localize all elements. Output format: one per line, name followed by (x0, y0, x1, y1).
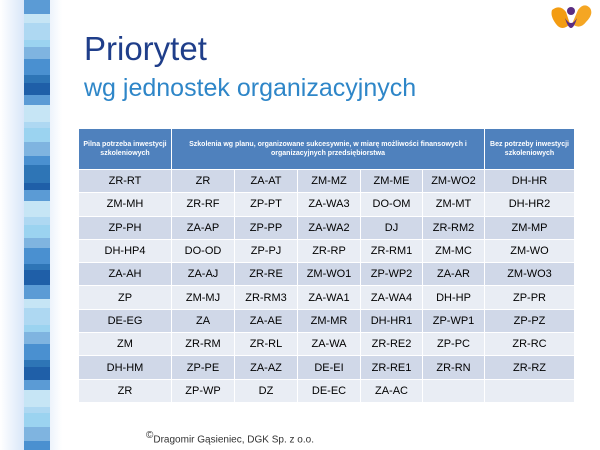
table-cell (485, 379, 575, 402)
slide-subtitle: wg jednostek organizacyjnych (84, 74, 417, 102)
table-cell: ZR-RM (172, 333, 235, 356)
table-cell: ZA-WA3 (298, 193, 361, 216)
table-cell: ZR-RC (485, 333, 575, 356)
ribbon-stripe (24, 23, 50, 41)
ribbon-stripe (24, 238, 50, 248)
table-cell: ZP-PR (485, 286, 575, 309)
table-row (79, 216, 575, 239)
table-cell: ZP-PP (235, 216, 298, 239)
table-cell: ZA-AR (423, 263, 485, 286)
ribbon-stripe (24, 308, 50, 326)
ribbon-stripe (24, 367, 50, 380)
table-cell: ZR-RL (235, 333, 298, 356)
table-cell: ZA-WA (298, 333, 361, 356)
table-cell: DH-HR1 (361, 309, 423, 332)
table-cell: DH-HR (485, 170, 575, 193)
ribbon-stripe (24, 285, 50, 299)
table-cell: ZR-RE2 (361, 333, 423, 356)
table-cell: ZR-RM1 (361, 239, 423, 262)
ribbon-stripe (24, 360, 50, 368)
header-urgent: Pilna potrzeba inwestycji szkoleniowych (79, 129, 172, 170)
table-cell: DH-HM (79, 356, 172, 379)
table-cell: ZM-WO1 (298, 263, 361, 286)
table-cell: DJ (361, 216, 423, 239)
table-row (79, 356, 575, 379)
table-cell: ZM-WO3 (485, 263, 575, 286)
ribbon-stripe (24, 201, 50, 217)
ribbon-stripe (24, 441, 50, 450)
table-cell: DE-EI (298, 356, 361, 379)
ribbon-stripe (24, 142, 50, 156)
table-cell: ZR-RN (423, 356, 485, 379)
table-cell: ZM-MR (298, 309, 361, 332)
table-cell: ZA-AP (172, 216, 235, 239)
table-cell: ZP-WP2 (361, 263, 423, 286)
table-cell: ZR-RT (79, 170, 172, 193)
footer (146, 430, 314, 445)
ribbon-stripe (24, 427, 50, 441)
table-cell: ZA-AZ (235, 356, 298, 379)
table-cell: ZR (172, 170, 235, 193)
ribbon-stripe (24, 344, 50, 360)
table-row (79, 333, 575, 356)
ribbon-stripe (24, 248, 50, 265)
table-cell: ZA-AE (235, 309, 298, 332)
ribbon-stripe (24, 390, 50, 407)
table-cell: ZA-AJ (172, 263, 235, 286)
table-row (79, 263, 575, 286)
table-cell: ZP-PC (423, 333, 485, 356)
ribbon-stripe (24, 40, 50, 47)
table-cell: DZ (235, 379, 298, 402)
table-row (79, 193, 575, 216)
ribbon-stripe (24, 95, 50, 105)
ribbon-stripe (24, 59, 50, 75)
copyright-symbol: © (146, 430, 154, 441)
table-cell: DH-HP4 (79, 239, 172, 262)
table-cell: ZM-MC (423, 239, 485, 262)
table-cell: ZR-RZ (485, 356, 575, 379)
table-cell: ZA-AH (79, 263, 172, 286)
header-planned: Szkolenia wg planu, organizowane sukcesywnie, w miarę możliwości finansowych i organizacyjnych przedsiębiorstwa (172, 129, 485, 170)
table-cell: ZM-WO2 (423, 170, 485, 193)
table-cell: DO-OM (361, 193, 423, 216)
table-cell: DH-HP (423, 286, 485, 309)
ribbon-stripe (24, 14, 50, 23)
table-cell: ZM-WO (485, 239, 575, 262)
slide-title: Priorytet (84, 30, 207, 67)
table-cell: ZM-MZ (298, 170, 361, 193)
ribbon-stripe (24, 270, 50, 285)
table-cell: ZA-WA1 (298, 286, 361, 309)
table-cell: DE-EC (298, 379, 361, 402)
table-cell: ZM-MH (79, 193, 172, 216)
ribbon-stripe (24, 190, 50, 202)
ribbon-stripe (24, 413, 50, 428)
table-row (79, 170, 575, 193)
ribbon-stripe (24, 83, 50, 96)
striped-ribbon (24, 0, 50, 450)
table-cell: ZR-RE (235, 263, 298, 286)
ribbon-stripe (24, 299, 50, 308)
ribbon-stripe (24, 128, 50, 143)
header-no-need: Bez potrzeby inwestycji szkoleniowych (485, 129, 575, 170)
table-cell (423, 379, 485, 402)
table-row (79, 239, 575, 262)
ribbon-stripe (24, 183, 50, 190)
table-cell: ZP-PT (235, 193, 298, 216)
table-cell: ZM-MJ (172, 286, 235, 309)
footer-text: Dragomir Gąsieniec, DGK Sp. z o.o. (153, 434, 314, 446)
table-cell: ZA-AC (361, 379, 423, 402)
table-row (79, 309, 575, 332)
table-cell: ZP-PJ (235, 239, 298, 262)
table-header-row (79, 129, 575, 170)
ribbon-stripe (24, 47, 50, 59)
table-body (79, 170, 575, 403)
table-cell: ZR-RM2 (423, 216, 485, 239)
ribbon-stripe (24, 332, 50, 344)
ribbon-stripe (24, 165, 50, 183)
table-row (79, 286, 575, 309)
table-cell: ZP-WP1 (423, 309, 485, 332)
table-cell: ZP (79, 286, 172, 309)
table-cell: ZM (79, 333, 172, 356)
table-cell: DH-HR2 (485, 193, 575, 216)
heart-person-logo-icon (548, 2, 594, 42)
table-cell: ZP-WP (172, 379, 235, 402)
table-cell: ZA-WA4 (361, 286, 423, 309)
ribbon-stripe (24, 325, 50, 332)
ribbon-stripe (24, 75, 50, 83)
table-cell: ZM-ME (361, 170, 423, 193)
ribbon-stripe (24, 156, 50, 165)
ribbon-stripe (24, 105, 50, 122)
table-cell: ZR-RE1 (361, 356, 423, 379)
ribbon-stripe (24, 0, 50, 14)
table-cell: ZR-RF (172, 193, 235, 216)
table-row (79, 379, 575, 402)
table-cell: ZA (172, 309, 235, 332)
ribbon-stripe (24, 380, 50, 390)
table-cell: ZP-PZ (485, 309, 575, 332)
table-cell: ZR-RM3 (235, 286, 298, 309)
table-cell: ZP-PH (79, 216, 172, 239)
table-cell: DE-EG (79, 309, 172, 332)
table-cell: ZP-PE (172, 356, 235, 379)
ribbon-stripe (24, 225, 50, 238)
table-cell: ZR (79, 379, 172, 402)
ribbon-stripe (24, 217, 50, 225)
table-cell: ZA-WA2 (298, 216, 361, 239)
priority-table (78, 128, 575, 403)
table-cell: ZM-MP (485, 216, 575, 239)
table-cell: DO-OD (172, 239, 235, 262)
table-cell: ZA-AT (235, 170, 298, 193)
table-cell: ZM-MT (423, 193, 485, 216)
table-cell: ZR-RP (298, 239, 361, 262)
